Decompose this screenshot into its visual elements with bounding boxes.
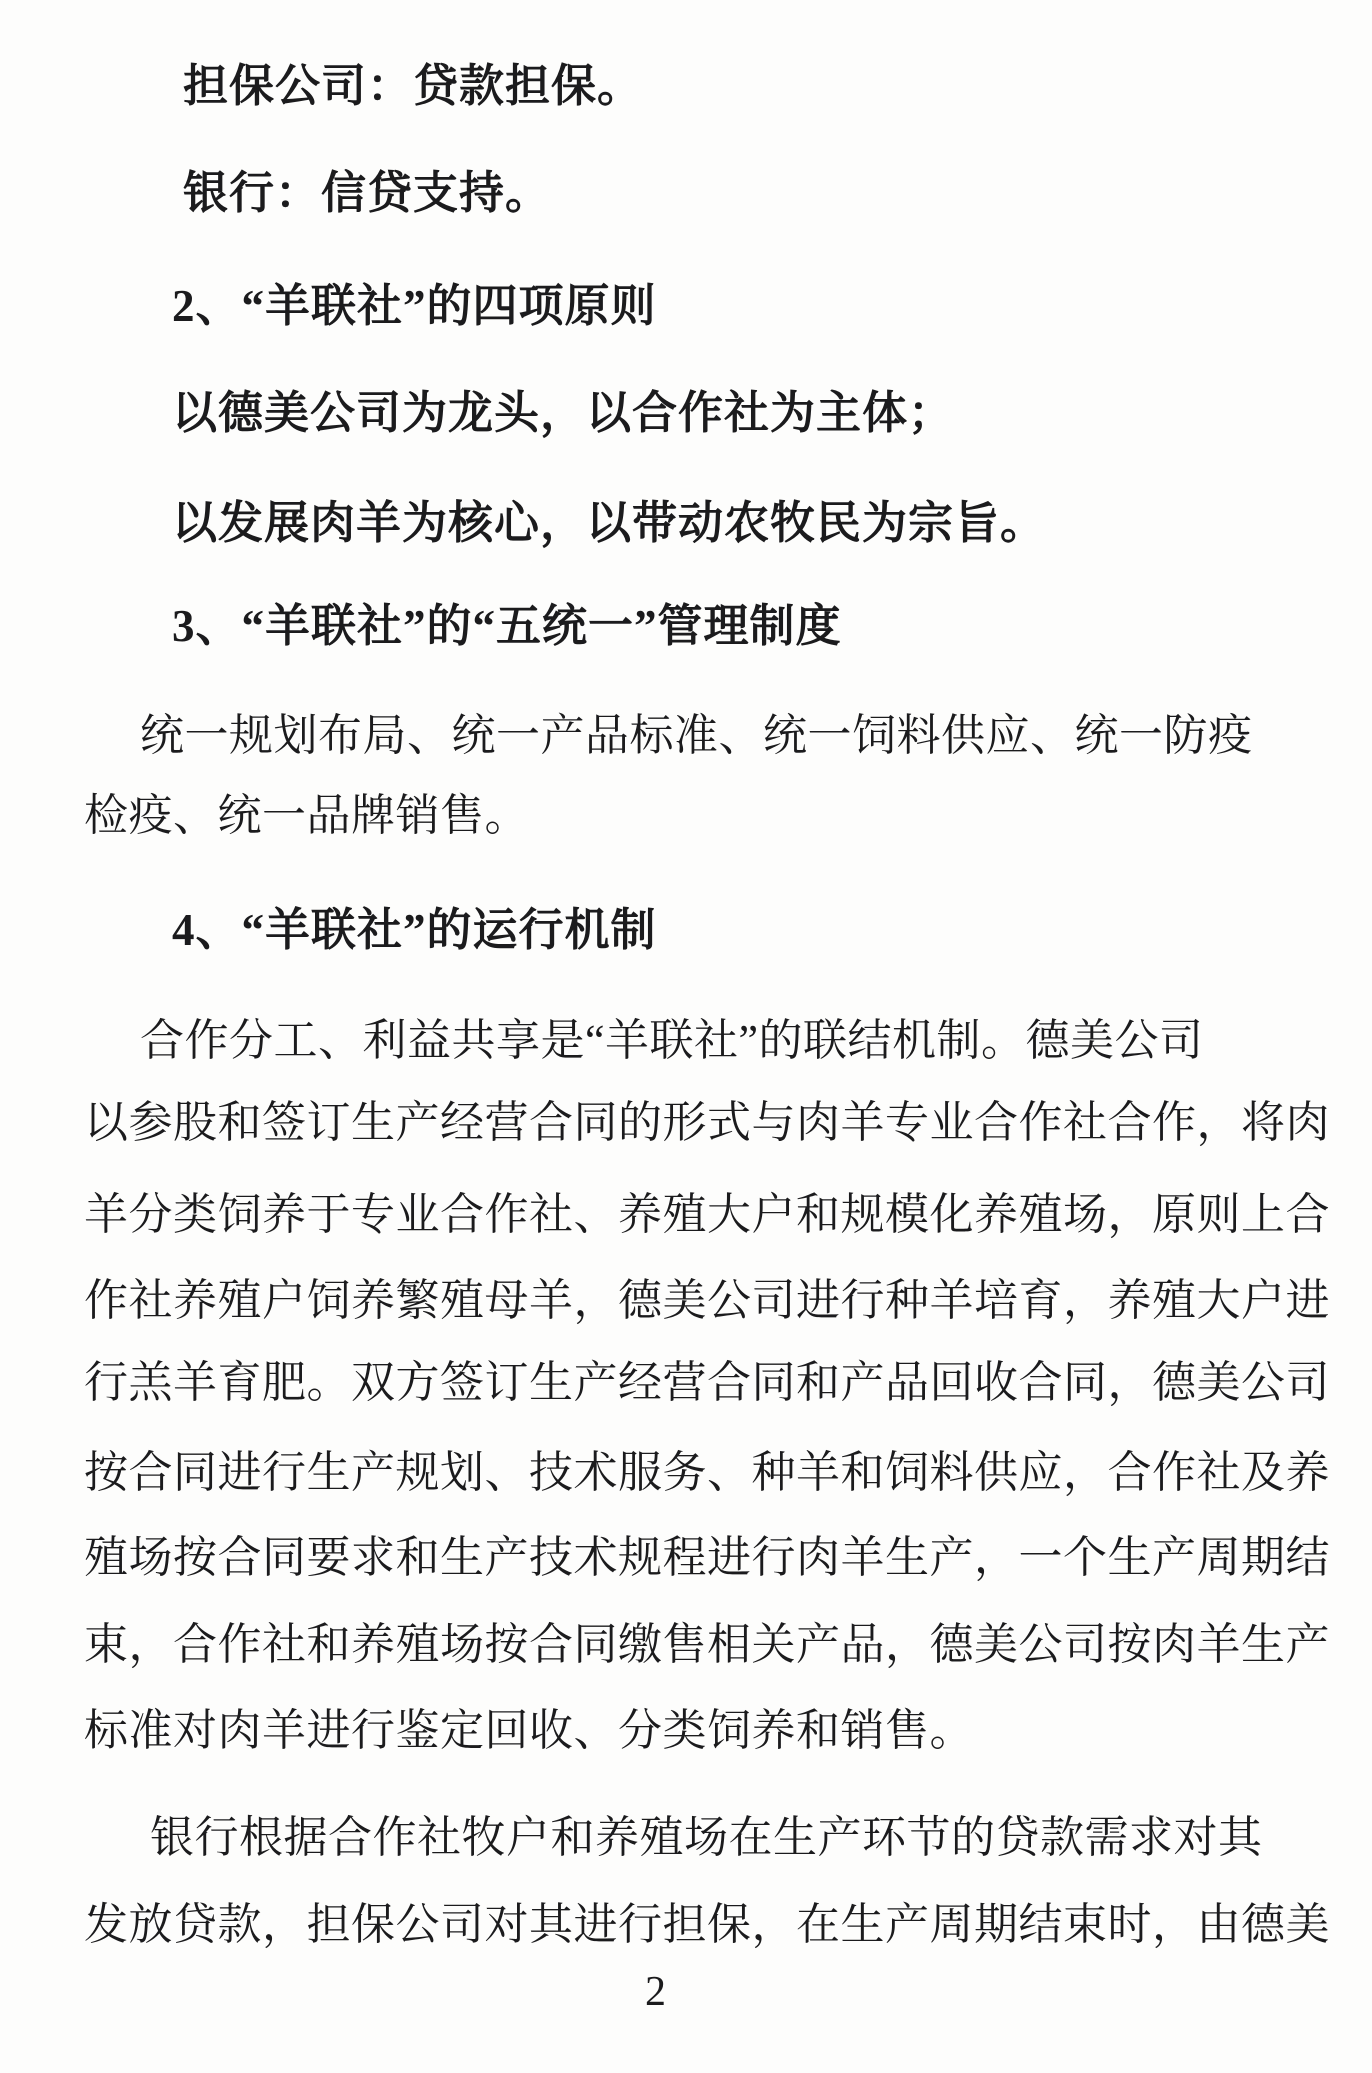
text-line-bank-loans-1: 银行根据合作社牧户和养殖场在生产环节的贷款需求对其: [150, 1813, 1263, 1862]
text-line-mechanism-1: 合作分工、利益共享是“羊联社”的联结机制。德美公司: [140, 1016, 1204, 1065]
text-line-bank: 银行：信贷支持。: [183, 168, 552, 218]
section-heading-2: 2、“羊联社”的四项原则: [172, 281, 657, 331]
section-heading-3: 3、“羊联社”的“五统一”管理制度: [172, 601, 842, 651]
text-line-mechanism-7: 殖场按合同要求和生产技术规程进行肉羊生产，一个生产周期结: [84, 1533, 1330, 1582]
text-line-unified-2: 检疫、统一品牌销售。: [84, 791, 529, 840]
text-line-mechanism-9: 标准对肉羊进行鉴定回收、分类饲养和销售。: [84, 1706, 974, 1755]
section-heading-4: 4、“羊联社”的运行机制: [172, 905, 657, 955]
text-line-unified-1: 统一规划布局、统一产品标准、统一饲料供应、统一防疫: [140, 711, 1253, 760]
text-line-mechanism-5: 行羔羊育肥。双方签订生产经营合同和产品回收合同，德美公司: [84, 1358, 1330, 1407]
text-line-mechanism-6: 按合同进行生产规划、技术服务、种羊和饲料供应，合作社及养: [84, 1448, 1330, 1497]
text-line-mechanism-3: 羊分类饲养于专业合作社、养殖大户和规模化养殖场，原则上合: [84, 1190, 1330, 1239]
page-number: 2: [645, 1969, 666, 2015]
text-line-mechanism-8: 束，合作社和养殖场按合同缴售相关产品，德美公司按肉羊生产: [84, 1620, 1330, 1669]
text-line-mechanism-4: 作社养殖户饲养繁殖母羊，德美公司进行种羊培育，养殖大户进: [84, 1276, 1330, 1325]
text-line-bank-loans-2: 发放贷款，担保公司对其进行担保，在生产周期结束时，由德美: [84, 1900, 1330, 1949]
text-line-mechanism-2: 以参股和签订生产经营合同的形式与肉羊专业合作社合作，将肉: [84, 1098, 1330, 1147]
text-line-guarantee-company: 担保公司：贷款担保。: [183, 61, 644, 111]
text-line-principle-2: 以发展肉羊为核心，以带动农牧民为宗旨。: [172, 498, 1047, 548]
text-line-principle-1: 以德美公司为龙头，以合作社为主体；: [172, 388, 955, 438]
